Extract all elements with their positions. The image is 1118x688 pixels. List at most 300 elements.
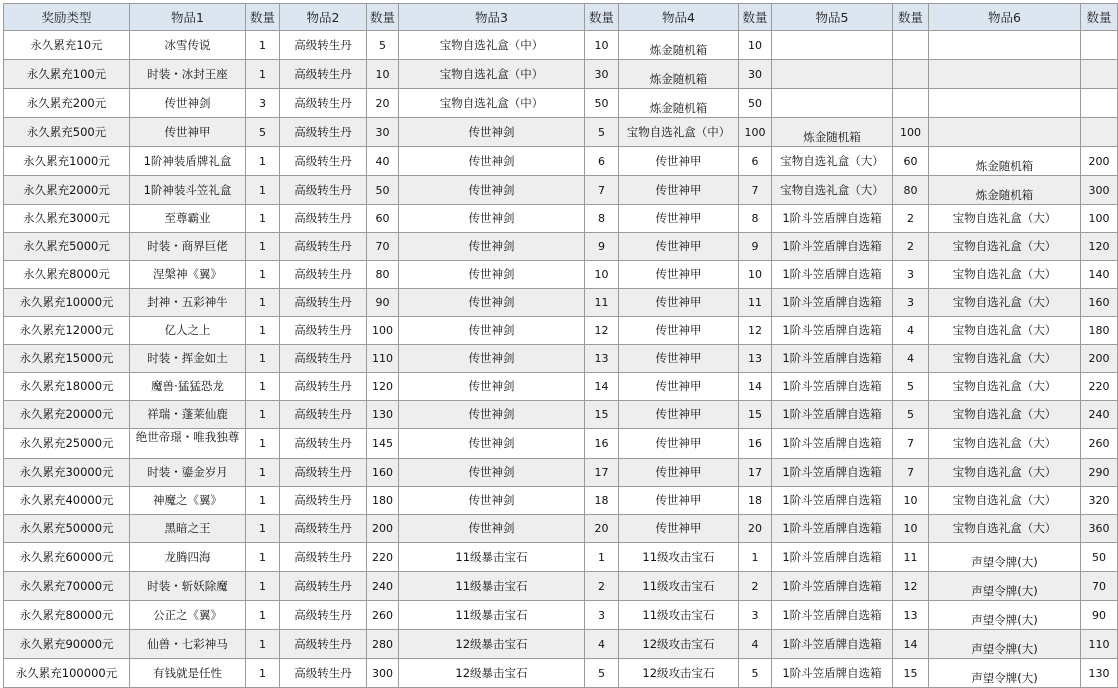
quantity-cell: 1 <box>246 289 280 317</box>
item-cell: 龙腾四海 <box>130 543 246 572</box>
reward-type-cell: 永久累充15000元 <box>4 345 130 373</box>
item-cell: 宝物自选礼盒（大） <box>929 515 1081 543</box>
item-cell: 炼金随机箱 <box>619 89 739 118</box>
header-cell: 奖励类型 <box>4 4 130 31</box>
item-cell: 传世神剑 <box>399 459 585 487</box>
item-cell: 传世神甲 <box>619 487 739 515</box>
quantity-cell: 1 <box>246 373 280 401</box>
item-cell: 高级转生丹 <box>280 659 367 688</box>
reward-type-cell: 永久累充20000元 <box>4 401 130 429</box>
quantity-cell: 50 <box>1081 543 1118 572</box>
quantity-cell: 15 <box>739 401 772 429</box>
quantity-cell: 2 <box>893 233 929 261</box>
quantity-cell: 100 <box>893 118 929 147</box>
quantity-cell: 240 <box>1081 401 1118 429</box>
table-row <box>4 176 1118 205</box>
item-cell: 传世神剑 <box>399 317 585 345</box>
quantity-cell: 10 <box>893 487 929 515</box>
quantity-cell: 2 <box>585 572 619 601</box>
quantity-cell: 50 <box>739 89 772 118</box>
quantity-cell: 1 <box>585 543 619 572</box>
item-cell: 12级攻击宝石 <box>619 630 739 659</box>
table-row <box>4 147 1118 176</box>
quantity-cell: 5 <box>367 31 399 60</box>
item-cell: 涅槃神《翼》 <box>130 261 246 289</box>
quantity-cell: 120 <box>367 373 399 401</box>
item-cell: 时装・斩妖除魔 <box>130 572 246 601</box>
quantity-cell: 110 <box>367 345 399 373</box>
item-cell <box>772 31 893 60</box>
quantity-cell: 1 <box>246 205 280 233</box>
item-cell: 公正之《翼》 <box>130 601 246 630</box>
item-cell: 至尊霸业 <box>130 205 246 233</box>
item-cell: 11级暴击宝石 <box>399 543 585 572</box>
quantity-cell: 10 <box>893 515 929 543</box>
quantity-cell: 220 <box>1081 373 1118 401</box>
item-cell: 11级暴击宝石 <box>399 601 585 630</box>
item-cell: 1阶斗笠盾牌自选箱 <box>772 515 893 543</box>
item-cell: 1阶神装斗笠礼盒 <box>130 176 246 205</box>
item-cell: 高级转生丹 <box>280 60 367 89</box>
quantity-cell: 3 <box>739 601 772 630</box>
quantity-cell: 1 <box>246 317 280 345</box>
reward-type-cell: 永久累充10元 <box>4 31 130 60</box>
table-row <box>4 373 1118 401</box>
item-cell <box>772 60 893 89</box>
quantity-cell: 260 <box>367 601 399 630</box>
quantity-cell: 50 <box>585 89 619 118</box>
quantity-cell: 4 <box>893 317 929 345</box>
quantity-cell: 16 <box>739 429 772 459</box>
item-cell: 宝物自选礼盒（大） <box>929 401 1081 429</box>
header-cell: 物品1 <box>130 4 246 31</box>
item-cell: 声望令牌(大) <box>929 630 1081 659</box>
item-cell: 传世神剑 <box>399 515 585 543</box>
item-cell: 高级转生丹 <box>280 261 367 289</box>
item-cell: 11级暴击宝石 <box>399 572 585 601</box>
quantity-cell: 8 <box>739 205 772 233</box>
table-row <box>4 630 1118 659</box>
item-cell: 时装・挥金如土 <box>130 345 246 373</box>
item-cell: 1阶斗笠盾牌自选箱 <box>772 205 893 233</box>
item-cell: 传世神甲 <box>619 317 739 345</box>
quantity-cell: 100 <box>739 118 772 147</box>
quantity-cell: 20 <box>739 515 772 543</box>
quantity-cell: 1 <box>246 345 280 373</box>
item-cell: 宝物自选礼盒（大） <box>929 317 1081 345</box>
quantity-cell: 7 <box>893 459 929 487</box>
item-cell: 12级暴击宝石 <box>399 630 585 659</box>
quantity-cell: 3 <box>246 89 280 118</box>
item-cell: 高级转生丹 <box>280 459 367 487</box>
quantity-cell: 13 <box>893 601 929 630</box>
quantity-cell: 130 <box>367 401 399 429</box>
table-row <box>4 459 1118 487</box>
quantity-cell <box>1081 118 1118 147</box>
item-cell: 1阶斗笠盾牌自选箱 <box>772 543 893 572</box>
item-cell: 声望令牌(大) <box>929 572 1081 601</box>
quantity-cell: 360 <box>1081 515 1118 543</box>
reward-type-cell: 永久累充100000元 <box>4 659 130 688</box>
item-cell: 11级攻击宝石 <box>619 601 739 630</box>
quantity-cell: 9 <box>739 233 772 261</box>
table-row <box>4 289 1118 317</box>
item-cell: 11级攻击宝石 <box>619 543 739 572</box>
item-cell: 传世神剑 <box>399 261 585 289</box>
item-cell: 传世神甲 <box>619 205 739 233</box>
table-row <box>4 205 1118 233</box>
quantity-cell: 1 <box>246 261 280 289</box>
header-cell: 物品5 <box>772 4 893 31</box>
item-cell: 传世神甲 <box>619 345 739 373</box>
item-cell: 高级转生丹 <box>280 401 367 429</box>
item-cell: 仙兽・七彩神马 <box>130 630 246 659</box>
table-row <box>4 317 1118 345</box>
item-cell: 时装・冰封王座 <box>130 60 246 89</box>
quantity-cell: 20 <box>585 515 619 543</box>
item-cell: 传世神剑 <box>399 289 585 317</box>
quantity-cell: 17 <box>739 459 772 487</box>
quantity-cell: 100 <box>1081 205 1118 233</box>
item-cell: 1阶斗笠盾牌自选箱 <box>772 487 893 515</box>
quantity-cell: 14 <box>585 373 619 401</box>
header-cell: 数量 <box>246 4 280 31</box>
quantity-cell: 5 <box>893 373 929 401</box>
quantity-cell: 90 <box>1081 601 1118 630</box>
item-cell: 高级转生丹 <box>280 543 367 572</box>
reward-table <box>3 3 1118 688</box>
item-cell: 传世神剑 <box>399 401 585 429</box>
quantity-cell: 1 <box>246 60 280 89</box>
quantity-cell: 5 <box>585 659 619 688</box>
quantity-cell: 1 <box>246 630 280 659</box>
reward-type-cell: 永久累充30000元 <box>4 459 130 487</box>
item-cell: 宝物自选礼盒（大） <box>929 459 1081 487</box>
item-cell: 传世神甲 <box>619 401 739 429</box>
item-cell: 宝物自选礼盒（中） <box>399 31 585 60</box>
item-cell: 传世神剑 <box>399 205 585 233</box>
quantity-cell <box>893 31 929 60</box>
item-cell: 传世神剑 <box>399 429 585 459</box>
item-cell: 1阶斗笠盾牌自选箱 <box>772 317 893 345</box>
item-cell: 传世神甲 <box>619 515 739 543</box>
header-cell: 物品4 <box>619 4 739 31</box>
quantity-cell: 290 <box>1081 459 1118 487</box>
item-cell: 高级转生丹 <box>280 317 367 345</box>
quantity-cell: 280 <box>367 630 399 659</box>
quantity-cell: 80 <box>893 176 929 205</box>
quantity-cell: 14 <box>739 373 772 401</box>
quantity-cell: 10 <box>585 31 619 60</box>
quantity-cell: 30 <box>585 60 619 89</box>
item-cell: 高级转生丹 <box>280 289 367 317</box>
reward-type-cell: 永久累充500元 <box>4 118 130 147</box>
header-cell: 物品2 <box>280 4 367 31</box>
item-cell <box>929 60 1081 89</box>
quantity-cell <box>1081 89 1118 118</box>
item-cell: 声望令牌(大) <box>929 601 1081 630</box>
quantity-cell: 1 <box>739 543 772 572</box>
quantity-cell: 70 <box>1081 572 1118 601</box>
item-cell: 高级转生丹 <box>280 630 367 659</box>
quantity-cell: 300 <box>367 659 399 688</box>
quantity-cell: 180 <box>1081 317 1118 345</box>
quantity-cell: 1 <box>246 429 280 459</box>
item-cell: 炼金随机箱 <box>619 60 739 89</box>
item-cell: 传世神剑 <box>399 373 585 401</box>
quantity-cell: 14 <box>893 630 929 659</box>
item-cell: 绝世帝璟・唯我独尊 <box>130 429 246 459</box>
item-cell: 传世神甲 <box>619 233 739 261</box>
quantity-cell <box>1081 60 1118 89</box>
item-cell: 传世神甲 <box>619 373 739 401</box>
table-row <box>4 659 1118 688</box>
item-cell: 高级转生丹 <box>280 118 367 147</box>
item-cell: 1阶斗笠盾牌自选箱 <box>772 373 893 401</box>
item-cell: 高级转生丹 <box>280 345 367 373</box>
quantity-cell: 3 <box>585 601 619 630</box>
quantity-cell: 1 <box>246 31 280 60</box>
item-cell: 高级转生丹 <box>280 147 367 176</box>
item-cell: 宝物自选礼盒（中） <box>619 118 739 147</box>
reward-type-cell: 永久累充8000元 <box>4 261 130 289</box>
table-row <box>4 487 1118 515</box>
quantity-cell: 200 <box>1081 147 1118 176</box>
item-cell: 1阶斗笠盾牌自选箱 <box>772 345 893 373</box>
item-cell: 宝物自选礼盒（大） <box>929 345 1081 373</box>
item-cell: 11级攻击宝石 <box>619 572 739 601</box>
quantity-cell: 3 <box>893 289 929 317</box>
quantity-cell: 2 <box>893 205 929 233</box>
quantity-cell: 4 <box>739 630 772 659</box>
item-cell: 高级转生丹 <box>280 572 367 601</box>
item-cell: 传世神剑 <box>399 147 585 176</box>
quantity-cell: 100 <box>367 317 399 345</box>
item-cell: 1阶斗笠盾牌自选箱 <box>772 401 893 429</box>
item-cell: 高级转生丹 <box>280 205 367 233</box>
reward-type-cell: 永久累充3000元 <box>4 205 130 233</box>
reward-type-cell: 永久累充10000元 <box>4 289 130 317</box>
header-cell: 物品3 <box>399 4 585 31</box>
quantity-cell: 1 <box>246 659 280 688</box>
quantity-cell: 180 <box>367 487 399 515</box>
item-cell: 传世神剑 <box>399 176 585 205</box>
quantity-cell: 320 <box>1081 487 1118 515</box>
item-cell: 高级转生丹 <box>280 601 367 630</box>
item-cell: 传世神甲 <box>619 176 739 205</box>
quantity-cell: 1 <box>246 515 280 543</box>
quantity-cell: 1 <box>246 401 280 429</box>
quantity-cell: 1 <box>246 147 280 176</box>
quantity-cell: 160 <box>1081 289 1118 317</box>
quantity-cell: 20 <box>367 89 399 118</box>
item-cell: 宝物自选礼盒（大） <box>929 205 1081 233</box>
item-cell: 声望令牌(大) <box>929 543 1081 572</box>
quantity-cell: 7 <box>739 176 772 205</box>
item-cell: 1阶斗笠盾牌自选箱 <box>772 601 893 630</box>
quantity-cell <box>893 60 929 89</box>
item-cell: 宝物自选礼盒（大） <box>929 289 1081 317</box>
quantity-cell: 30 <box>367 118 399 147</box>
item-cell: 12级暴击宝石 <box>399 659 585 688</box>
table-row <box>4 401 1118 429</box>
item-cell: 传世神剑 <box>399 233 585 261</box>
item-cell: 高级转生丹 <box>280 487 367 515</box>
table-row <box>4 345 1118 373</box>
quantity-cell: 6 <box>585 147 619 176</box>
item-cell: 神魔之《翼》 <box>130 487 246 515</box>
reward-type-cell: 永久累充12000元 <box>4 317 130 345</box>
reward-type-cell: 永久累充1000元 <box>4 147 130 176</box>
item-cell: 高级转生丹 <box>280 233 367 261</box>
item-cell: 有钱就是任性 <box>130 659 246 688</box>
quantity-cell: 1 <box>246 572 280 601</box>
item-cell: 传世神剑 <box>399 345 585 373</box>
reward-type-cell: 永久累充50000元 <box>4 515 130 543</box>
table-row <box>4 233 1118 261</box>
item-cell: 炼金随机箱 <box>929 176 1081 205</box>
item-cell: 传世神甲 <box>619 459 739 487</box>
quantity-cell: 200 <box>1081 345 1118 373</box>
quantity-cell: 15 <box>893 659 929 688</box>
item-cell: 封神・五彩神牛 <box>130 289 246 317</box>
quantity-cell: 1 <box>246 601 280 630</box>
header-cell: 数量 <box>893 4 929 31</box>
reward-type-cell: 永久累充80000元 <box>4 601 130 630</box>
item-cell: 高级转生丹 <box>280 373 367 401</box>
item-cell <box>929 118 1081 147</box>
item-cell: 声望令牌(大) <box>929 659 1081 688</box>
quantity-cell: 5 <box>585 118 619 147</box>
quantity-cell: 10 <box>367 60 399 89</box>
quantity-cell: 7 <box>893 429 929 459</box>
quantity-cell: 5 <box>893 401 929 429</box>
item-cell: 宝物自选礼盒（大） <box>772 176 893 205</box>
quantity-cell: 12 <box>739 317 772 345</box>
quantity-cell: 3 <box>893 261 929 289</box>
item-cell: 宝物自选礼盒（大） <box>929 487 1081 515</box>
quantity-cell: 220 <box>367 543 399 572</box>
quantity-cell: 145 <box>367 429 399 459</box>
item-cell: 祥瑞・蓬莱仙鹿 <box>130 401 246 429</box>
quantity-cell: 130 <box>1081 659 1118 688</box>
quantity-cell: 9 <box>585 233 619 261</box>
quantity-cell: 5 <box>739 659 772 688</box>
item-cell: 传世神甲 <box>619 289 739 317</box>
quantity-cell: 10 <box>739 31 772 60</box>
item-cell: 传世神剑 <box>399 118 585 147</box>
item-cell <box>772 89 893 118</box>
quantity-cell: 4 <box>585 630 619 659</box>
header-row <box>4 4 1118 31</box>
quantity-cell: 4 <box>893 345 929 373</box>
reward-type-cell: 永久累充40000元 <box>4 487 130 515</box>
item-cell: 12级攻击宝石 <box>619 659 739 688</box>
table-row <box>4 261 1118 289</box>
item-cell: 宝物自选礼盒（大） <box>929 233 1081 261</box>
item-cell: 传世神甲 <box>619 261 739 289</box>
item-cell: 宝物自选礼盒（大） <box>929 429 1081 459</box>
quantity-cell: 140 <box>1081 261 1118 289</box>
item-cell: 传世神甲 <box>619 429 739 459</box>
header-cell: 数量 <box>739 4 772 31</box>
item-cell: 高级转生丹 <box>280 429 367 459</box>
quantity-cell: 240 <box>367 572 399 601</box>
quantity-cell: 12 <box>893 572 929 601</box>
item-cell: 宝物自选礼盒（大） <box>929 261 1081 289</box>
item-cell: 时装・商界巨佬 <box>130 233 246 261</box>
item-cell: 冰雪传说 <box>130 31 246 60</box>
item-cell: 1阶斗笠盾牌自选箱 <box>772 572 893 601</box>
quantity-cell: 200 <box>367 515 399 543</box>
item-cell: 炼金随机箱 <box>619 31 739 60</box>
reward-type-cell: 永久累充70000元 <box>4 572 130 601</box>
quantity-cell: 6 <box>739 147 772 176</box>
table-row <box>4 89 1118 118</box>
item-cell <box>929 31 1081 60</box>
reward-type-cell: 永久累充60000元 <box>4 543 130 572</box>
quantity-cell: 120 <box>1081 233 1118 261</box>
header-cell: 物品6 <box>929 4 1081 31</box>
quantity-cell: 10 <box>585 261 619 289</box>
table-row <box>4 429 1118 459</box>
item-cell: 传世神剑 <box>399 487 585 515</box>
table-row <box>4 572 1118 601</box>
item-cell: 1阶斗笠盾牌自选箱 <box>772 659 893 688</box>
table-row <box>4 543 1118 572</box>
quantity-cell: 11 <box>585 289 619 317</box>
item-cell: 黑暗之王 <box>130 515 246 543</box>
quantity-cell: 18 <box>739 487 772 515</box>
quantity-cell: 300 <box>1081 176 1118 205</box>
item-cell: 高级转生丹 <box>280 31 367 60</box>
reward-type-cell: 永久累充2000元 <box>4 176 130 205</box>
item-cell: 魔兽·猛猛恐龙 <box>130 373 246 401</box>
quantity-cell: 11 <box>739 289 772 317</box>
reward-type-cell: 永久累充100元 <box>4 60 130 89</box>
reward-type-cell: 永久累充200元 <box>4 89 130 118</box>
item-cell: 时装・鎏金岁月 <box>130 459 246 487</box>
table-row <box>4 601 1118 630</box>
quantity-cell: 260 <box>1081 429 1118 459</box>
item-cell <box>929 89 1081 118</box>
header-cell: 数量 <box>1081 4 1118 31</box>
table-row <box>4 31 1118 60</box>
item-cell: 1阶斗笠盾牌自选箱 <box>772 429 893 459</box>
item-cell: 传世神甲 <box>130 118 246 147</box>
item-cell: 1阶斗笠盾牌自选箱 <box>772 233 893 261</box>
quantity-cell: 70 <box>367 233 399 261</box>
quantity-cell: 16 <box>585 429 619 459</box>
quantity-cell: 60 <box>367 205 399 233</box>
quantity-cell: 1 <box>246 176 280 205</box>
item-cell: 1阶斗笠盾牌自选箱 <box>772 261 893 289</box>
item-cell: 传世神甲 <box>619 147 739 176</box>
quantity-cell: 18 <box>585 487 619 515</box>
quantity-cell: 11 <box>893 543 929 572</box>
item-cell: 1阶斗笠盾牌自选箱 <box>772 289 893 317</box>
reward-type-cell: 永久累充5000元 <box>4 233 130 261</box>
quantity-cell: 13 <box>585 345 619 373</box>
quantity-cell: 90 <box>367 289 399 317</box>
quantity-cell <box>893 89 929 118</box>
quantity-cell: 110 <box>1081 630 1118 659</box>
header-cell: 数量 <box>585 4 619 31</box>
quantity-cell: 1 <box>246 233 280 261</box>
quantity-cell: 1 <box>246 543 280 572</box>
quantity-cell: 10 <box>739 261 772 289</box>
quantity-cell: 80 <box>367 261 399 289</box>
